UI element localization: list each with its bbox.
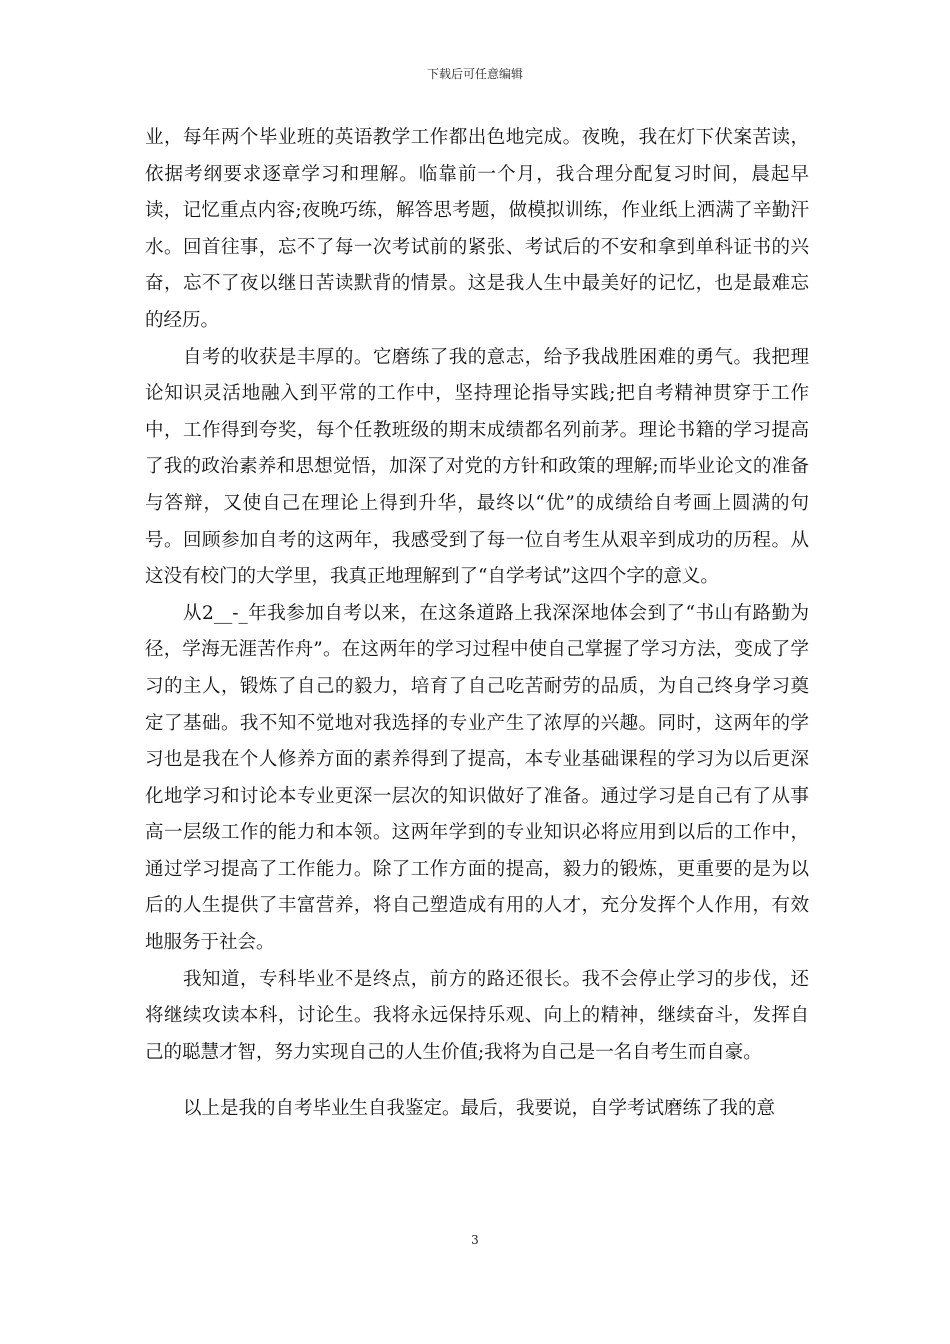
document-body xyxy=(145,120,809,1128)
paragraph-conclusion: 以上是我的自考毕业生自我鉴定。最后，我要说，自学考试磨练了我的意 xyxy=(183,1098,776,1120)
paragraph-harvest: 自考的收获是丰厚的。它磨练了我的意志，给予我战胜困难的勇气。我把理论知识灵活地融入到平常的工作中，坚持理论指导实践;把自考精神贯穿于工作中，工作得到夸奖，每个任教班级的期末成绩都名列前茅。理论书籍的学习提高了我的政治素养和思想觉悟，加深了对党的方针和政策的理解;而毕业论文的准备与答辩，又使自己在理论上得到升华，最终以“优”的成绩给自考画上圆满的句号。回顾参加自考的这两年，我感受到了每一位自考生从艰辛到成功的历程。从这没有校门的大学里，我真正地理解到了“自学考试”这四个字的意义。 xyxy=(145,346,809,588)
paragraph-continuation: 业，每年两个毕业班的英语教学工作都出色地完成。夜晚，我在灯下伏案苦读，依据考纲要求逐章学习和理解。临靠前一个月，我合理分配复习时间，晨起早读，记忆重点内容;夜晚巧练，解答思考题，做模拟训练，作业纸上洒满了辛勤汗水。回首往事，忘不了每一次考试前的紧张、考试后的不安和拿到单科证书的兴奋，忘不了夜以继日苦读默背的情景。这是我人生中最美好的记忆，也是最难忘的经历。 xyxy=(145,127,809,331)
paragraph-experience: 从2__-_年我参加自考以来，在这条道路上我深深地体会到了“书山有路勤为径，学海无涯苦作舟”。在这两年的学习过程中使自己掌握了学习方法，变成了学习的主人，锻炼了自己的毅力，培育了自己吃苦耐劳的品质，为自己终身学习奠定了基础。我不知不觉地对我选择的专业产生了浓厚的兴趣。同时，这两年的学习也是我在个人修养方面的素养得到了提高，本专业基础课程的学习为以后更深化地学习和讨论本专业更深一层次的知识做好了准备。通过学习是自己有了从事高一层级工作的能力和本领。这两年学到的专业知识必将应用到以后的工作中，通过学习提高了工作能力。除了工作方面的提高，毅力的锻炼，更重要的是为以后的人生提供了丰富营养，将自己塑造成有用的人才，充分发挥个人作用，有效地服务于社会。 xyxy=(145,602,809,954)
page-number: 3 xyxy=(471,1233,479,1247)
page-header: 下载后可任意编辑 xyxy=(426,67,523,81)
paragraph-future: 我知道，专科毕业不是终点，前方的路还很长。我不会停止学习的步伐，还将继续攻读本科，讨论生。我将永远保持乐观、向上的精神，继续奋斗，发挥自己的聪慧才智，努力实现自己的人生价值;我将为自己是一名自考生而自豪。 xyxy=(145,968,809,1063)
